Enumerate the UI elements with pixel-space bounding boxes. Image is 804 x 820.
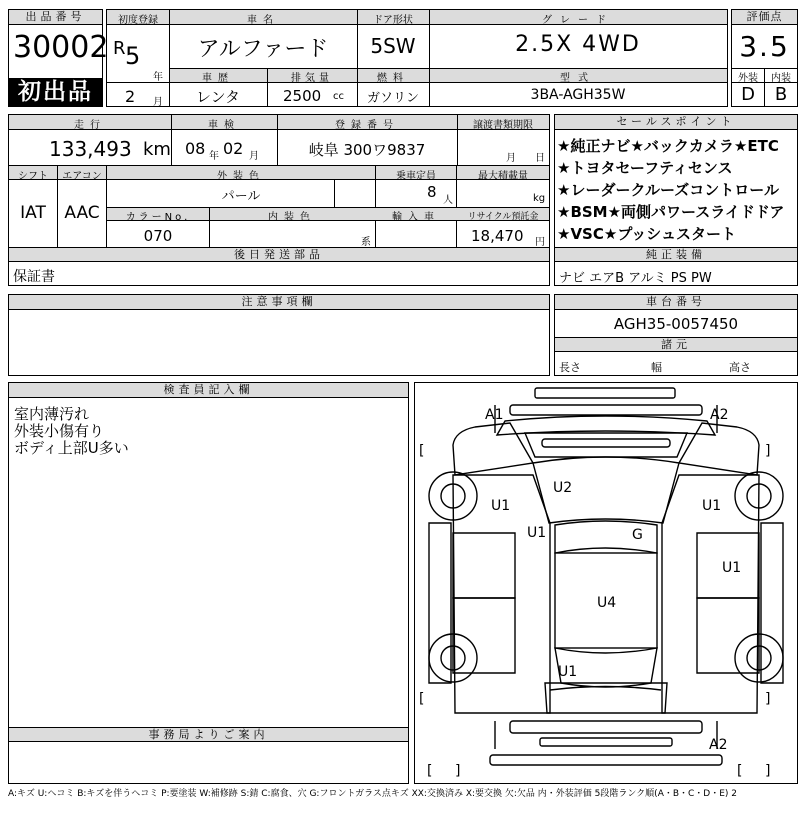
mark-u1-left-front: U1 xyxy=(491,498,511,514)
first-listing-badge: 初出品 xyxy=(9,78,102,106)
sales-box xyxy=(554,114,798,286)
bracket-right-top: ] xyxy=(765,443,771,459)
notes-box xyxy=(8,294,550,376)
length-label: 長さ xyxy=(559,361,581,374)
intcolor-label: 内装色 xyxy=(268,212,316,223)
later-label: 後日発送部品 xyxy=(9,248,549,262)
reg-year: 5 xyxy=(125,42,141,70)
mark-u2-hood: U2 xyxy=(553,480,573,496)
exterior-color: パール xyxy=(221,189,261,204)
door-label: ドア形状 xyxy=(373,15,413,26)
capacity-unit: 人 xyxy=(443,195,453,206)
door-type: 5SW xyxy=(370,34,416,58)
bracket-right-bottom: ] xyxy=(765,691,771,707)
recycle-label: リサイクル預託金 xyxy=(467,212,539,222)
int-grade: B xyxy=(774,84,788,105)
color-number: 070 xyxy=(143,227,173,245)
aircon: AAC xyxy=(64,203,100,223)
inspector-box xyxy=(8,382,409,784)
inspector-line-2: 外装小傷有り xyxy=(14,422,105,440)
bracket-bottom-right-close: ] xyxy=(765,763,771,779)
score: 3.5 xyxy=(739,30,790,63)
detail-box xyxy=(8,114,550,286)
load-unit: kg xyxy=(533,193,546,204)
inspector-label: 検査員記入欄 xyxy=(9,383,408,398)
recycle-fee: 18,470 xyxy=(471,227,524,245)
score-label: 評価点 xyxy=(732,10,797,25)
grade: 2.5X 4WD xyxy=(515,32,641,57)
reg-era: R xyxy=(113,38,126,59)
equipment: ナビ エアB アルミ PS PW xyxy=(559,271,712,286)
sales-line-5: ★VSC★プッシュスタート xyxy=(557,225,736,243)
mileage-unit: km xyxy=(143,139,171,160)
inspector-line-1: 室内薄汚れ xyxy=(14,405,90,423)
sales-line-4: ★BSM★両側パワースライドドア xyxy=(557,203,785,221)
damage-diagram-box xyxy=(414,382,798,784)
inspector-line-3: ボディ上部U多い xyxy=(14,439,129,457)
sales-line-1: ★純正ナビ★バックカメラ★ETC xyxy=(557,137,779,155)
displacement: 2500 xyxy=(283,87,322,105)
inspect-label: 車検 xyxy=(208,120,240,131)
transfer-day: 日 xyxy=(535,153,545,164)
mark-a2-front-right: A2 xyxy=(710,407,729,423)
mark-a1-front-left: A1 xyxy=(485,407,504,423)
bracket-left-top: [ xyxy=(419,443,425,459)
chassis-number: AGH35-0057450 xyxy=(613,315,739,333)
inspect-month: 02 xyxy=(223,139,244,158)
legend: A:キズ U:ヘコミ B:キズを伴うヘコミ P:要塗装 W:補修跡 S:錆 C:腐食、穴 G:フロントガラス点キズ XX:交換済み X:要交換 欠:欠品 内・外装評価 5段階ランク順(A・B・C・D・E) 2 xyxy=(8,789,738,799)
capacity-label: 乗車定員 xyxy=(396,171,436,182)
inspect-month-unit: 月 xyxy=(249,151,259,162)
later-parts: 保証書 xyxy=(13,269,55,285)
height-label: 高さ xyxy=(729,361,751,374)
mileage-label: 走行 xyxy=(74,120,106,131)
width-label: 幅 xyxy=(651,361,662,374)
notes-label: 注意事項欄 xyxy=(9,295,549,310)
mark-u1-right-front: U1 xyxy=(702,498,722,514)
transfer-label: 譲渡書類期限 xyxy=(473,120,533,131)
equip-label: 純正装備 xyxy=(555,248,797,262)
colorno-label: カラーNo. xyxy=(125,212,191,223)
int-label: 内装 xyxy=(771,73,791,84)
mark-a2-rear: A2 xyxy=(709,737,728,753)
sales-label: セールスポイント xyxy=(555,115,797,130)
reg-month: 2 xyxy=(125,87,136,106)
registration-number: 岐阜 300ワ9837 xyxy=(308,141,426,159)
recycle-unit: 円 xyxy=(535,237,545,248)
bracket-bottom-left: [ xyxy=(427,763,433,779)
load-label: 最大積載量 xyxy=(478,171,528,182)
lot-number: 30002 xyxy=(13,30,109,65)
car-diagram xyxy=(415,383,797,783)
mark-u1-rear: U1 xyxy=(558,664,578,680)
shift: IAT xyxy=(20,203,46,223)
history: レンタ xyxy=(195,88,241,106)
reg-month-unit: 月 xyxy=(153,97,163,108)
hist-label: 車歴 xyxy=(202,73,234,84)
sales-line-2: ★トヨタセーフティセンス xyxy=(557,159,733,177)
score-box xyxy=(731,9,798,107)
bracket-bottom-right: [ xyxy=(737,763,743,779)
mark-g-windshield: G xyxy=(632,527,643,543)
model-label: 型式 xyxy=(560,73,596,84)
office-label: 事務局よりご案内 xyxy=(9,728,408,742)
grade-label: グレード xyxy=(542,15,614,26)
chassis-label: 車台番号 xyxy=(555,295,797,310)
name-label: 車名 xyxy=(247,15,279,26)
dims-label: 諸元 xyxy=(555,338,797,352)
mileage: 133,493 xyxy=(49,137,132,161)
model-code: 3BA-AGH35W xyxy=(530,87,626,103)
mark-u4-roof: U4 xyxy=(597,595,617,611)
fuel: ガソリン xyxy=(366,91,419,106)
reg-year-unit: 年 xyxy=(153,72,163,83)
mark-u1-right-side: U1 xyxy=(722,560,742,576)
car-name: アルファード xyxy=(197,37,329,62)
transfer-month: 月 xyxy=(506,153,516,164)
color-label: 外装色 xyxy=(217,171,265,182)
fuel-label: 燃料 xyxy=(377,73,409,84)
ext-grade: D xyxy=(741,84,755,105)
lot-box xyxy=(8,9,109,107)
chassis-box xyxy=(554,294,798,376)
reg-label: 初度登録 xyxy=(118,15,158,26)
vehicle-main-box xyxy=(106,9,728,107)
ext-label: 外装 xyxy=(738,73,758,84)
capacity: 8 xyxy=(427,183,437,201)
import-label: 輸入車 xyxy=(392,212,440,223)
bracket-bottom-left-close: ] xyxy=(455,763,461,779)
lot-label: 出品番号 xyxy=(9,10,102,25)
disp-unit: cc xyxy=(333,91,344,102)
intcolor-unit: 系 xyxy=(361,237,371,248)
sales-line-3: ★レーダークルーズコントロール xyxy=(557,181,779,199)
shift-label: シフト xyxy=(18,171,48,182)
ac-label: エアコン xyxy=(62,171,102,182)
mark-u1-roof-left: U1 xyxy=(527,525,547,541)
regno-label: 登録番号 xyxy=(335,120,399,131)
bracket-left-bottom: [ xyxy=(419,691,425,707)
disp-label: 排気量 xyxy=(291,73,333,84)
inspect-year: 08 xyxy=(185,139,206,158)
inspect-year-unit: 年 xyxy=(209,151,219,162)
